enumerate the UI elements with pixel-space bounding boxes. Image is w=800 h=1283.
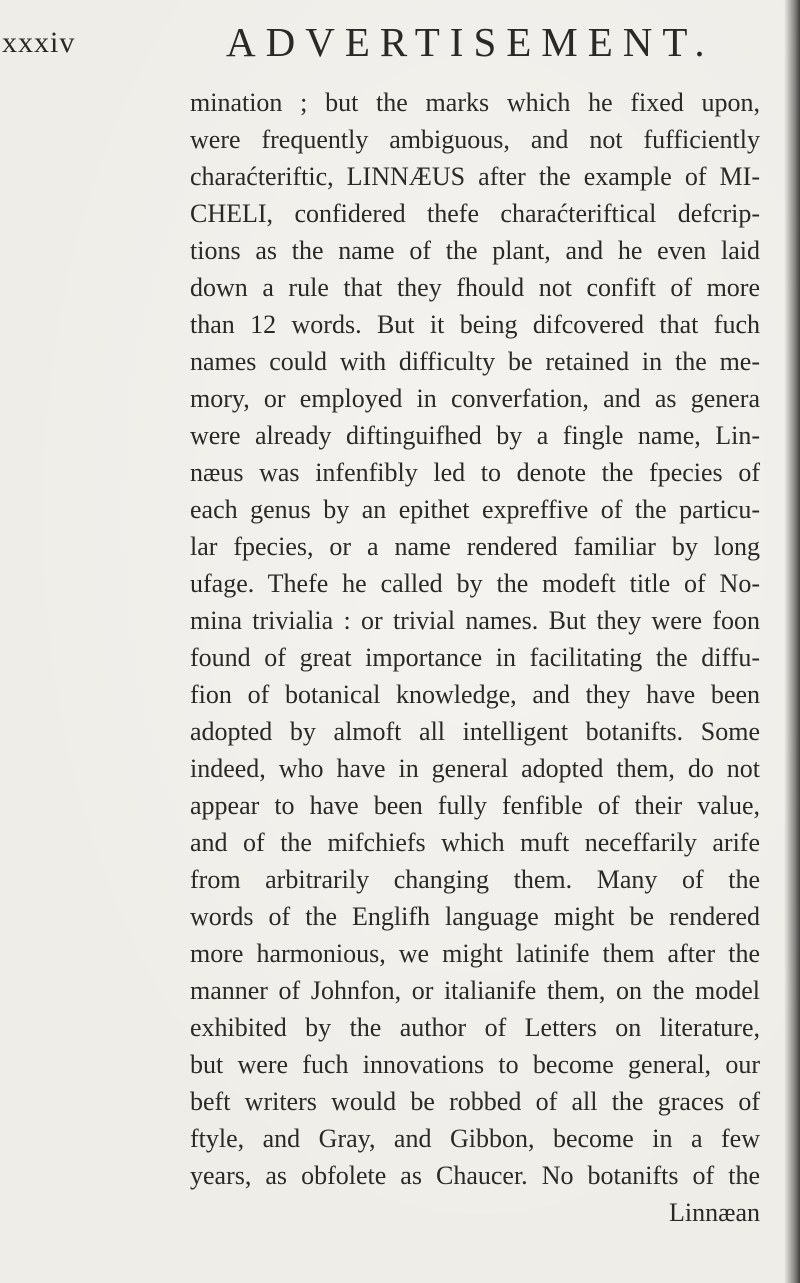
text-line: were frequently ambiguous, and not fufficiently bbox=[190, 125, 760, 154]
page-number: xxxiv bbox=[2, 26, 76, 59]
text-line: down a rule that they fhould not confift of more bbox=[190, 273, 760, 302]
text-line: exhibited by the author of Letters on literature, bbox=[190, 1013, 760, 1042]
text-line: more harmonious, we might latinife them after the bbox=[190, 939, 760, 968]
text-line: manner of Johnfon, or italianife them, on the model bbox=[190, 976, 760, 1005]
text-line: ftyle, and Gray, and Gibbon, become in a few bbox=[190, 1124, 760, 1153]
text-line: indeed, who have in general adopted them, do not bbox=[190, 754, 760, 783]
text-line: but were fuch innovations to become general, our bbox=[190, 1050, 760, 1079]
header-title: ADVERTISEMENT. bbox=[226, 19, 715, 65]
text-line: each genus by an epithet expreffive of the particu- bbox=[190, 495, 760, 524]
text-line: lar fpecies, or a name rendered familiar by long bbox=[190, 532, 760, 561]
text-line: years, as obfolete as Chaucer. No botanifts of the bbox=[190, 1161, 760, 1190]
text-line: words of the Englifh language might be rendered bbox=[190, 902, 760, 931]
text-line: mina trivialia : or trivial names. But they were foon bbox=[190, 606, 760, 635]
text-line: mory, or employed in converfation, and as genera bbox=[190, 384, 760, 413]
text-line: than 12 words. But it being difcovered that fuch bbox=[190, 310, 760, 339]
text-line: appear to have been fully fenfible of their value, bbox=[190, 791, 760, 820]
text-line: and of the mifchiefs which muft neceffarily arife bbox=[190, 828, 760, 857]
page-edge-shadow bbox=[784, 0, 800, 1283]
running-head bbox=[0, 18, 800, 68]
text-line: charaćteriftic, LINNÆUS after the example of MI- bbox=[190, 162, 760, 191]
text-line: næus was infenfibly led to denote the fpecies of bbox=[190, 458, 760, 487]
text-line: beft writers would be robbed of all the graces of bbox=[190, 1087, 760, 1116]
text-line: from arbitrarily changing them. Many of the bbox=[190, 865, 760, 894]
text-line: tions as the name of the plant, and he even laid bbox=[190, 236, 760, 265]
body-text bbox=[190, 84, 760, 1231]
text-line: fion of botanical knowledge, and they have been bbox=[190, 680, 760, 709]
catchword: Linnæan bbox=[669, 1198, 760, 1227]
text-line: were already diftinguifhed by a fingle name, Lin- bbox=[190, 421, 760, 450]
text-line: names could with difficulty be retained in the me- bbox=[190, 347, 760, 376]
text-line: adopted by almoft all intelligent botanifts. Some bbox=[190, 717, 760, 746]
text-line: mination ; but the marks which he fixed upon, bbox=[190, 88, 760, 117]
text-line: ufage. Thefe he called by the modeft title of No- bbox=[190, 569, 760, 598]
text-line: found of great importance in facilitating the diffu- bbox=[190, 643, 760, 672]
text-line: CHELI, confidered thefe charaćteriftical defcrip- bbox=[190, 199, 760, 228]
